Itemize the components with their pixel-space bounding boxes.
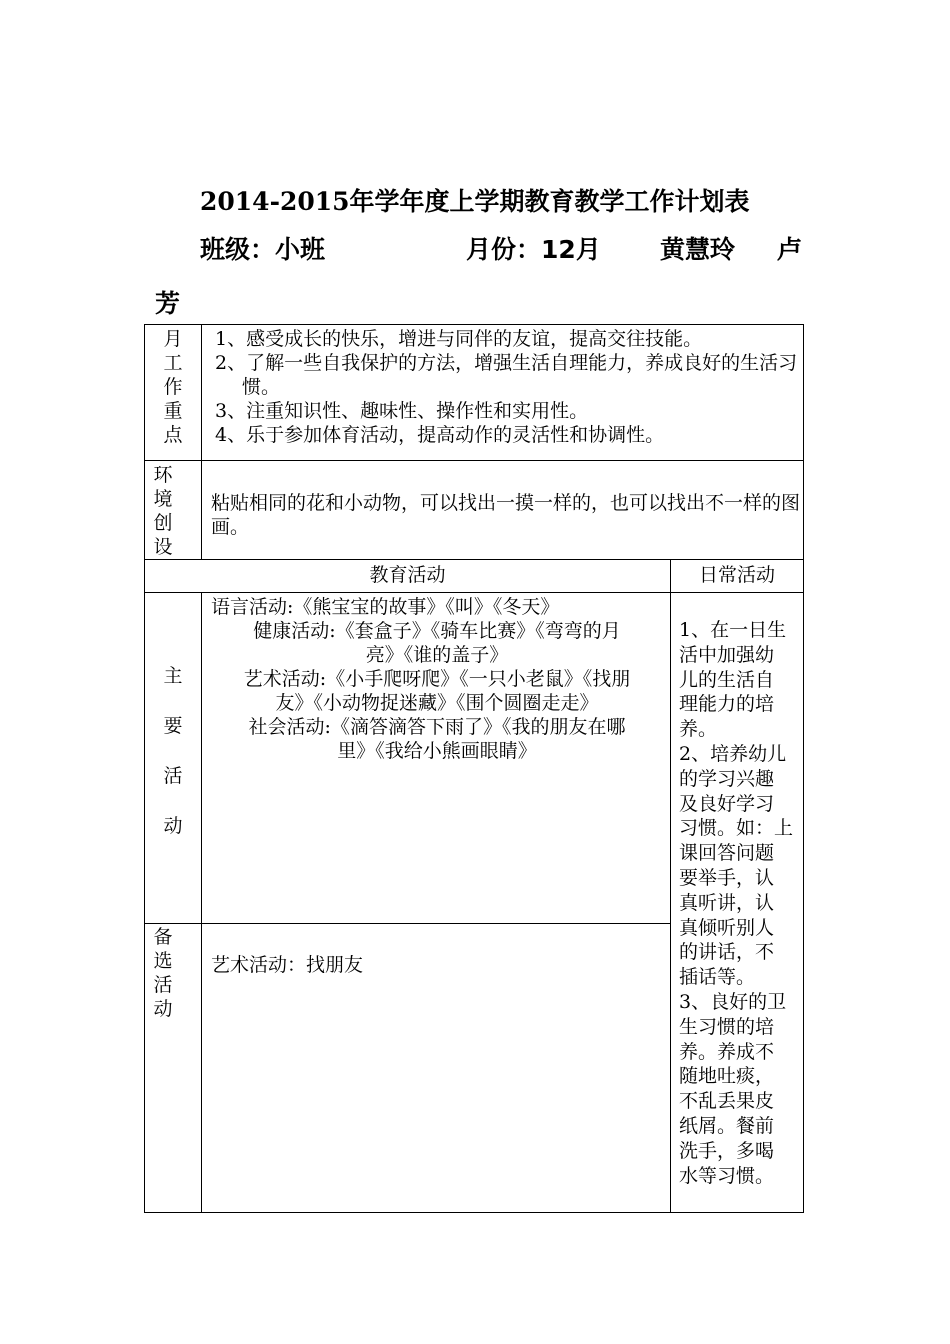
main-activity-line: 健康活动:《套盒子》《骑车比赛》《弯弯的月: [253, 620, 621, 642]
daily-line: 活中加强幼: [679, 643, 775, 666]
focus-label: [145, 327, 201, 447]
focus-item: 1、感受成长的快乐，增进与同伴的友谊，提高交往技能。: [215, 328, 703, 350]
daily-line: 2、培养幼儿: [679, 742, 787, 765]
daily-line: 习惯。如：上: [679, 817, 794, 840]
alternate-label-char: 选: [153, 950, 173, 972]
environment-label-char: 境: [153, 488, 173, 510]
main-activity-line: 社会活动:《滴答滴答下雨了》《我的朋友在哪: [248, 716, 626, 738]
row-divider: [145, 559, 803, 560]
daily-line: 水等习惯。: [679, 1164, 775, 1187]
focus-label-char: 点: [163, 424, 183, 446]
daily-line: 的讲话，不: [679, 941, 775, 964]
daily-line: 插话等。: [679, 966, 756, 989]
column-divider: [201, 592, 202, 1212]
daily-line: 不乱丢果皮: [679, 1090, 775, 1113]
class-label: 班级：小班: [200, 235, 326, 264]
page-title: 2014-2015年学年度上学期教育教学工作计划表: [200, 187, 750, 216]
daily-line: 纸屑。餐前: [679, 1114, 775, 1137]
daily-line: 的学习兴趣: [679, 767, 775, 790]
main-label-char: 主: [163, 665, 183, 687]
daily-line: 养。养成不: [679, 1040, 775, 1063]
daily-line: 课回答问题: [679, 842, 775, 865]
daily-line: 真倾听别人: [679, 916, 775, 939]
plan-table: [144, 324, 804, 1213]
daily-line: 及良好学习: [679, 792, 775, 815]
alternate-activities-label: [135, 925, 191, 1021]
row-divider: [145, 592, 803, 593]
environment-content: 粘贴相同的花和小动物，可以找出一摸一样的，也可以找出不一样的图画。: [211, 492, 801, 538]
daily-activities-header: 日常活动: [698, 564, 775, 586]
focus-label-char: 作: [163, 376, 183, 398]
month-label: [466, 230, 601, 266]
alternate-label-char: 备: [153, 926, 173, 948]
alternate-label-char: 动: [153, 998, 173, 1020]
focus-label-char: 月: [163, 328, 183, 350]
education-activities-header: 教育活动: [369, 564, 446, 586]
focus-item: 4、乐于参加体育活动，提高动作的灵活性和协调性。: [215, 424, 665, 446]
month-value: 12: [541, 235, 576, 264]
main-activity-line: 艺术活动:《小手爬呀爬》《一只小老鼠》《找朋: [243, 668, 631, 690]
main-label-char: 动: [163, 815, 183, 837]
main-label-char: 活: [163, 765, 183, 787]
alternate-label-char: 活: [153, 974, 173, 996]
main-label-char: 要: [163, 715, 183, 737]
daily-line: 随地吐痰，: [679, 1065, 775, 1088]
main-activity-line: 里》《我给小熊画眼睛》: [337, 740, 537, 762]
environment-label-char: 创: [153, 512, 173, 534]
focus-item: 2、了解一些自我保护的方法，增强生活自理能力，养成良好的生活习惯。: [215, 352, 798, 398]
row-divider: [145, 460, 803, 461]
month-suffix: 月: [575, 235, 601, 264]
main-activity-line: 亮》《谁的盖子》: [365, 644, 509, 666]
daily-line: 理能力的培: [679, 693, 775, 716]
environment-label-char: 环: [153, 464, 173, 486]
month-prefix: 月份：: [466, 235, 542, 264]
teacher-name-1: 黄慧玲: [660, 235, 736, 264]
focus-item: 3、注重知识性、趣味性、操作性和实用性。: [215, 400, 589, 422]
main-activities-content: [205, 595, 669, 763]
daily-line: 1、在一日生: [679, 619, 787, 641]
daily-line: 真听讲，认: [679, 891, 775, 914]
main-activity-line: 友》《小动物捉迷藏》《围个圆圈走走》: [275, 692, 599, 714]
daily-line: 生习惯的培: [679, 1015, 775, 1038]
daily-line: 儿的生活自: [679, 668, 775, 691]
daily-line: 3、良好的卫: [679, 990, 787, 1013]
teacher-name-2-part1: 卢: [777, 235, 803, 264]
environment-label-char: 设: [153, 536, 173, 558]
column-divider: [201, 325, 202, 559]
column-divider: [670, 559, 671, 1212]
focus-label-char: 工: [163, 352, 183, 374]
focus-content: [215, 327, 800, 447]
alternate-activities-content: 艺术活动：找朋友: [211, 954, 364, 976]
daily-line: 要举手，认: [679, 866, 775, 889]
environment-label: [135, 463, 191, 559]
teacher-name-2-part2: 芳: [155, 289, 181, 318]
main-activities-label: [145, 651, 201, 851]
main-activity-line: 语言活动:《熊宝宝的故事》《叫》《冬天》: [211, 596, 560, 618]
row-divider: [145, 923, 671, 924]
focus-label-char: 重: [163, 400, 183, 422]
daily-activities-content: [679, 618, 803, 1188]
daily-line: 养。: [679, 718, 718, 741]
daily-line: 洗手，多喝: [679, 1139, 775, 1162]
